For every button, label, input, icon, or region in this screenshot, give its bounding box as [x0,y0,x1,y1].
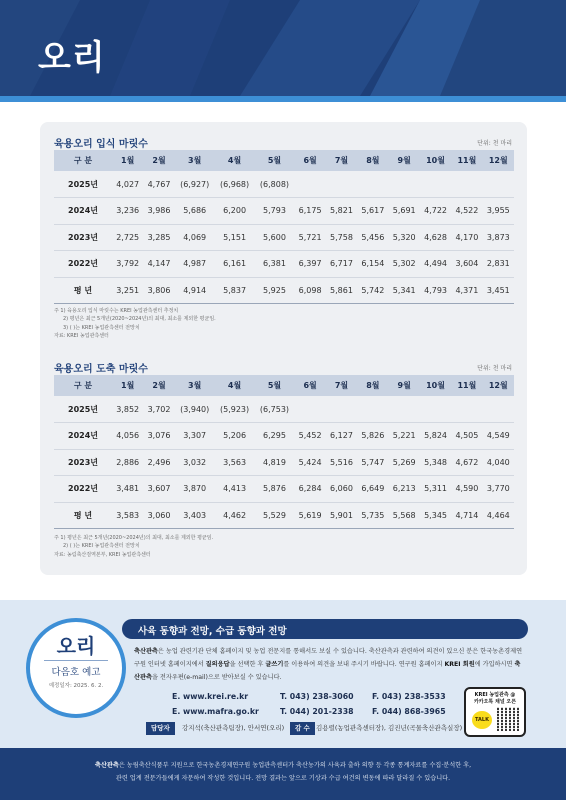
column-header-month: 2월 [143,150,174,171]
table-cell: 5,345 [420,502,451,529]
table-cell: 5,735 [357,502,388,529]
table-cell: 6,060 [326,476,357,503]
column-header-month: 9월 [389,375,420,396]
table-cell: 3,032 [175,449,215,476]
website-link-mafra[interactable]: E. www.mafra.go.kr [172,707,259,716]
table2-title: 육용오리 도축 마릿수 [54,364,148,375]
table-cell: 5,311 [420,476,451,503]
note-line: 자료: KREI 농업관측센터 [54,333,109,340]
table-cell: 3,604 [451,251,482,278]
table-cell: 5,619 [294,502,325,529]
column-header-month: 2월 [143,375,174,396]
table-cell: 4,464 [483,502,514,529]
table-cell [483,396,514,423]
table-cell: 5,341 [389,277,420,304]
table-cell: 4,462 [215,502,255,529]
table-cell: 3,403 [175,502,215,529]
row-header: 2023년 [54,224,112,251]
column-header-month: 8월 [357,150,388,171]
column-header-month: 4월 [215,150,255,171]
table-cell: 5,320 [389,224,420,251]
table-cell: 4,494 [420,251,451,278]
column-header-category: 구 분 [54,150,112,171]
table-cell: 3,236 [112,198,143,225]
footer-text: 축산관측은 농림축산식품부 지원으로 한국농촌경제연구원 농업관측센터가 축산농가의 사육과 출하 의향 등 각종 통계자료를 수집·분석한 후, 관련 업계 전문가들에게 자문하여 작성한 것입니다. 전망 결과는 앞으로 기상과 수급 여건의 변동에 따라 달라질 수 있습니다. [94,762,472,782]
row-header: 2022년 [54,251,112,278]
table-cell: 4,056 [112,423,143,450]
table-cell: 5,876 [255,476,295,503]
table-cell: 5,758 [326,224,357,251]
badge-divider [44,660,108,661]
table-cell: 6,649 [357,476,388,503]
table-cell: 3,285 [143,224,174,251]
table-cell [357,396,388,423]
table-cell: 5,686 [175,198,215,225]
table-cell: 3,251 [112,277,143,304]
table-cell: 5,747 [357,449,388,476]
table-cell [294,171,325,198]
table-cell [389,396,420,423]
column-header-month: 1월 [112,375,143,396]
tel-krei: T. 043) 238-3060 [280,692,354,701]
table-cell: 4,914 [175,277,215,304]
header-accent-bar [0,96,566,102]
table-cell: 5,206 [215,423,255,450]
table-cell: 4,549 [483,423,514,450]
table-cell: 5,925 [255,277,295,304]
table-cell: 2,496 [143,449,174,476]
kakao-channel-box[interactable] [464,687,526,737]
table-cell: 3,076 [143,423,174,450]
table-cell: 4,628 [420,224,451,251]
row-header: 2025년 [54,396,112,423]
table-cell: 4,040 [483,449,514,476]
table1-notes [54,307,216,341]
table-cell [326,396,357,423]
table-cell: (6,968) [215,171,255,198]
column-header-month: 3월 [175,375,215,396]
table-cell: 5,837 [215,277,255,304]
column-header-month: 11월 [451,375,482,396]
table-header-row [54,375,514,396]
table-cell: 4,522 [451,198,482,225]
table-cell: 6,213 [389,476,420,503]
table-cell: 4,722 [420,198,451,225]
table-cell: 6,098 [294,277,325,304]
badge-title: 오리 [56,634,96,658]
row-header: 평 년 [54,502,112,529]
table-cell: 4,027 [112,171,143,198]
table-cell: 5,348 [420,449,451,476]
table-cell: 3,702 [143,396,174,423]
table-cell: 4,987 [175,251,215,278]
fax-mafra: F. 044) 868-3965 [372,707,446,716]
table-cell [326,171,357,198]
table-cell: 4,767 [143,171,174,198]
manager-tag: 담당자 [146,722,175,735]
table-cell: 5,742 [357,277,388,304]
column-header-month: 5월 [255,375,295,396]
table-row [54,198,514,225]
column-header-category: 구 분 [54,375,112,396]
table-row [54,449,514,476]
table-cell: 3,451 [483,277,514,304]
table-cell: 6,397 [294,251,325,278]
table-cell [294,396,325,423]
table-cell: 3,806 [143,277,174,304]
table1-unit: 단위: 천 마리 [477,140,512,147]
table-cell: 4,413 [215,476,255,503]
fax-krei: F. 043) 238-3533 [372,692,446,701]
column-header-month: 9월 [389,150,420,171]
column-header-month: 7월 [326,150,357,171]
row-header: 2024년 [54,198,112,225]
table-cell: 3,481 [112,476,143,503]
table-row [54,396,514,423]
column-header-month: 12월 [483,150,514,171]
column-header-month: 8월 [357,375,388,396]
table-cell: 4,505 [451,423,482,450]
table-cell: 6,295 [255,423,295,450]
table-cell: 5,151 [215,224,255,251]
table-cell: (6,753) [255,396,295,423]
table-cell: 3,955 [483,198,514,225]
column-header-month: 12월 [483,375,514,396]
page-header [0,0,566,96]
table-cell: 6,161 [215,251,255,278]
table-cell: 3,607 [143,476,174,503]
table-cell [451,171,482,198]
description-text: 축산관측은 농업 관련기관 단체 홈페이지 및 농업 전문지를 통해서도 보실 수 있습니다. 축산관측과 관련하여 의견이 있으신 분은 한국농촌경제연구원 인터넷 홈페이지에서 질의응답을 선택한 후 글쓰기를 이용하여 의견을 보내 주시기 바랍니다. 연구원 홈페이지 KREI 회원에 가입하시면 축산관측을 전자우편(e-mail)으로 받아보실 수 있습니다. [134,648,523,681]
table-row [54,476,514,503]
table-row [54,251,514,278]
note-line: 자료: 농림축산검역본부, KREI 농업관측센터 [54,551,151,558]
table-cell [389,171,420,198]
column-header-month: 6월 [294,375,325,396]
table-row [54,224,514,251]
table-cell: 5,826 [357,423,388,450]
next-issue-badge [26,618,126,718]
table-cell: 5,516 [326,449,357,476]
table-cell: 3,852 [112,396,143,423]
table-cell: 3,873 [483,224,514,251]
table-cell: 3,870 [175,476,215,503]
table2-notes [54,534,213,559]
note-line: 주 1) 평년은 최근 5개년(2020~2024년)의 최대, 최소를 제외한 평균임. [54,535,214,541]
table-cell: 5,452 [294,423,325,450]
table-cell: 4,170 [451,224,482,251]
table-cell: 3,060 [143,502,174,529]
table-cell: 6,284 [294,476,325,503]
badge-subtitle: 다음호 예고 [51,667,101,678]
table-cell [420,171,451,198]
row-header: 2023년 [54,449,112,476]
table-cell: 6,717 [326,251,357,278]
table-cell: 5,221 [389,423,420,450]
table-cell: 5,302 [389,251,420,278]
table-header-row [54,150,514,171]
row-header: 2022년 [54,476,112,503]
table-cell: 4,672 [451,449,482,476]
table-cell: 5,600 [255,224,295,251]
table-cell: 3,307 [175,423,215,450]
table-cell: 5,456 [357,224,388,251]
table-cell: 3,583 [112,502,143,529]
table-cell: 3,770 [483,476,514,503]
table-cell: 5,901 [326,502,357,529]
table-cell: 4,793 [420,277,451,304]
table-cell: 6,200 [215,198,255,225]
column-header-month: 10월 [420,150,451,171]
table-cell: 3,792 [112,251,143,278]
stocking-table [54,150,514,304]
info-bar-text: 사육 동향과 전망, 수급 동향과 전망 [138,626,287,637]
kakao-talk-icon: TALK [472,711,492,729]
table-cell: 6,127 [326,423,357,450]
table-cell: 2,886 [112,449,143,476]
table-cell: 4,371 [451,277,482,304]
table-cell: 5,617 [357,198,388,225]
column-header-month: 10월 [420,375,451,396]
table-cell: 5,824 [420,423,451,450]
table-row [54,423,514,450]
table-row [54,171,514,198]
column-header-month: 11월 [451,150,482,171]
column-header-month: 6월 [294,150,325,171]
kakao-line1: KREI 농업관측 @ [474,692,516,698]
table-cell: 2,725 [112,224,143,251]
table-cell: 5,691 [389,198,420,225]
website-link-krei[interactable]: E. www.krei.re.kr [172,692,249,701]
table-cell: (6,927) [175,171,215,198]
table-cell: 4,590 [451,476,482,503]
manager-names: 강지석(축산관측팀장), 안서연(오리) [182,724,285,732]
supervisor-names: 김용렬(농업관측센터장), 김진년(곡물축산관측실장) [316,724,463,732]
table-cell: (3,940) [175,396,215,423]
table-cell [357,171,388,198]
slaughter-table [54,375,514,529]
note-line: 3) ( )는 KREI 농업관측센터 전망치 [63,324,140,331]
table-row [54,502,514,529]
table-cell: 4,819 [255,449,295,476]
table-cell: 5,529 [255,502,295,529]
table-cell: 5,424 [294,449,325,476]
row-header: 2024년 [54,423,112,450]
tel-mafra: T. 044) 201-2338 [280,707,354,716]
table2-unit: 단위: 천 마리 [477,365,512,372]
table-cell: 6,381 [255,251,295,278]
note-line: 2) ( )는 KREI 농업관측센터 전망치 [63,543,140,550]
table-cell: 6,175 [294,198,325,225]
table-cell: 6,154 [357,251,388,278]
table-cell: 2,831 [483,251,514,278]
table-cell: 3,563 [215,449,255,476]
table-cell: 3,986 [143,198,174,225]
table-cell: 5,821 [326,198,357,225]
table-cell [451,396,482,423]
row-header: 2025년 [54,171,112,198]
table-cell: 4,147 [143,251,174,278]
column-header-month: 7월 [326,375,357,396]
table-cell: 5,269 [389,449,420,476]
table-cell: 5,793 [255,198,295,225]
table-cell: 5,721 [294,224,325,251]
table-cell: (5,923) [215,396,255,423]
row-header: 평 년 [54,277,112,304]
table-cell: (6,808) [255,171,295,198]
table-cell: 5,861 [326,277,357,304]
column-header-month: 5월 [255,150,295,171]
column-header-month: 1월 [112,150,143,171]
badge-date: 예정일자: 2025. 6. 2. [48,683,104,689]
table-cell: 4,714 [451,502,482,529]
table-row [54,277,514,304]
column-header-month: 4월 [215,375,255,396]
note-line: 2) 평년은 최근 5개년(2020~2024년)의 최대, 최소를 제외한 평균임. [63,316,216,323]
table-cell [483,171,514,198]
supervisor-tag: 감 수 [290,722,315,735]
page-title: 오리 [38,38,106,78]
kakao-line2: 카카오톡 채널 오픈 [473,699,517,705]
note-line: 주 1) 육용오리 입식 마릿수는 KREI 농업관측센터 추정치 [54,308,179,314]
column-header-month: 3월 [175,150,215,171]
table-cell [420,396,451,423]
table-cell: 5,568 [389,502,420,529]
table-cell: 4,069 [175,224,215,251]
table1-title: 육용오리 입식 마릿수 [54,139,148,150]
